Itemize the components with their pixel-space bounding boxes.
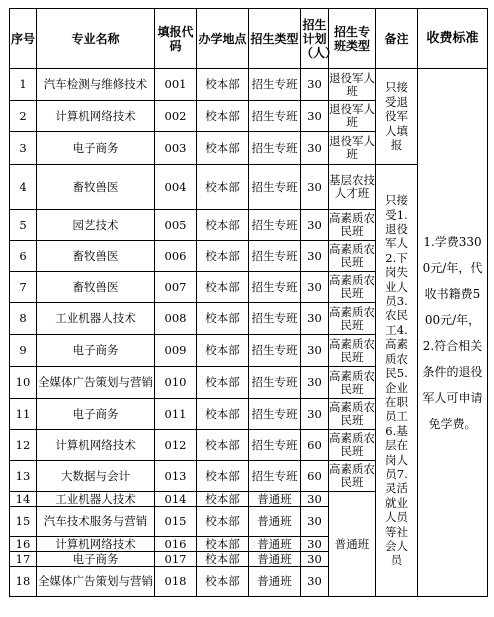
cell-plan: 30: [301, 399, 329, 430]
cell-code: 011: [155, 399, 197, 430]
cell-class-type: 退役军人班: [329, 101, 376, 132]
cell-location: 校本部: [197, 132, 249, 165]
cell-location: 校本部: [197, 507, 249, 537]
cell-class-type: 退役军人班: [329, 69, 376, 101]
cell-location: 校本部: [197, 567, 249, 597]
cell-class-type: 高素质农民班: [329, 272, 376, 303]
header-class-type: 招生专班类型: [329, 9, 376, 69]
cell-major: 畜牧兽医: [37, 165, 155, 210]
cell-location: 校本部: [197, 552, 249, 567]
cell-no: 9: [10, 335, 37, 367]
remark-veterans: 只接受退役军人填报: [376, 69, 418, 165]
cell-no: 17: [10, 552, 37, 567]
cell-no: 1: [10, 69, 37, 101]
cell-code: 015: [155, 507, 197, 537]
cell-major: 畜牧兽医: [37, 272, 155, 303]
cell-no: 6: [10, 241, 37, 272]
cell-plan: 30: [301, 367, 329, 399]
cell-plan: 30: [301, 303, 329, 335]
cell-type: 招生专班: [249, 101, 301, 132]
cell-class-type: 高素质农民班: [329, 367, 376, 399]
header-type: 招生类型: [249, 9, 301, 69]
cell-type: 普通班: [249, 567, 301, 597]
cell-code: 012: [155, 430, 197, 461]
cell-code: 001: [155, 69, 197, 101]
cell-plan: 30: [301, 492, 329, 507]
cell-major: 工业机器人技术: [37, 492, 155, 507]
header-no: 序号: [10, 9, 37, 69]
cell-no: 10: [10, 367, 37, 399]
cell-code: 004: [155, 165, 197, 210]
cell-type: 招生专班: [249, 210, 301, 241]
cell-no: 2: [10, 101, 37, 132]
table-row: [10, 165, 488, 210]
cell-no: 14: [10, 492, 37, 507]
cell-major: 汽车技术服务与营销: [37, 507, 155, 537]
cell-location: 校本部: [197, 461, 249, 492]
cell-major: 电子商务: [37, 552, 155, 567]
cell-no: 5: [10, 210, 37, 241]
cell-no: 8: [10, 303, 37, 335]
cell-no: 3: [10, 132, 37, 165]
cell-code: 008: [155, 303, 197, 335]
cell-code: 006: [155, 241, 197, 272]
cell-no: 7: [10, 272, 37, 303]
cell-no: 11: [10, 399, 37, 430]
header-major: 专业名称: [37, 9, 155, 69]
cell-class-type: 高素质农民班: [329, 399, 376, 430]
cell-major: 计算机网络技术: [37, 101, 155, 132]
cell-location: 校本部: [197, 537, 249, 552]
cell-location: 校本部: [197, 335, 249, 367]
cell-type: 普通班: [249, 552, 301, 567]
cell-type: 招生专班: [249, 430, 301, 461]
cell-major: 汽车检测与维修技术: [37, 69, 155, 101]
cell-code: 014: [155, 492, 197, 507]
cell-location: 校本部: [197, 272, 249, 303]
cell-major: 工业机器人技术: [37, 303, 155, 335]
cell-plan: 30: [301, 210, 329, 241]
cell-plan: 30: [301, 69, 329, 101]
cell-no: 12: [10, 430, 37, 461]
cell-major: 电子商务: [37, 132, 155, 165]
cell-type: 招生专班: [249, 303, 301, 335]
cell-location: 校本部: [197, 303, 249, 335]
cell-plan: 30: [301, 272, 329, 303]
enrollment-table: [9, 8, 488, 597]
cell-class-type: 高素质农民班: [329, 210, 376, 241]
cell-location: 校本部: [197, 430, 249, 461]
cell-type: 招生专班: [249, 461, 301, 492]
header-fee: 收费标准: [418, 9, 488, 69]
cell-class-type: 高素质农民班: [329, 335, 376, 367]
cell-code: 018: [155, 567, 197, 597]
remark-others: 只接受1.退役军人2.下岗失业人员3.农民工4.高素质农民5.企业在职员工6.基层在岗人员7.灵活就业人员等社会人员: [376, 165, 418, 597]
cell-type: 招生专班: [249, 399, 301, 430]
cell-code: 007: [155, 272, 197, 303]
cell-class-type: 高素质农民班: [329, 241, 376, 272]
cell-location: 校本部: [197, 69, 249, 101]
cell-class-type: 退役军人班: [329, 132, 376, 165]
cell-type: 招生专班: [249, 272, 301, 303]
cell-type: 招生专班: [249, 241, 301, 272]
cell-type: 招生专班: [249, 367, 301, 399]
cell-location: 校本部: [197, 210, 249, 241]
cell-code: 013: [155, 461, 197, 492]
cell-code: 005: [155, 210, 197, 241]
header-location: 办学地点: [197, 9, 249, 69]
cell-location: 校本部: [197, 367, 249, 399]
cell-no: 13: [10, 461, 37, 492]
cell-location: 校本部: [197, 101, 249, 132]
general-class-merged: 普通班: [329, 492, 376, 597]
cell-class-type: 高素质农民班: [329, 303, 376, 335]
cell-major: 大数据与会计: [37, 461, 155, 492]
cell-no: 16: [10, 537, 37, 552]
cell-location: 校本部: [197, 241, 249, 272]
cell-type: 招生专班: [249, 165, 301, 210]
cell-class-type: 高素质农民班: [329, 461, 376, 492]
cell-class-type: 基层农技人才班: [329, 165, 376, 210]
cell-code: 017: [155, 552, 197, 567]
cell-major: 畜牧兽医: [37, 241, 155, 272]
cell-class-type: 高素质农民班: [329, 430, 376, 461]
cell-plan: 30: [301, 507, 329, 537]
cell-major: 全媒体广告策划与营销: [37, 367, 155, 399]
enrollment-table-wrapper: [9, 8, 488, 597]
cell-plan: 60: [301, 430, 329, 461]
cell-type: 普通班: [249, 492, 301, 507]
cell-major: 全媒体广告策划与营销: [37, 567, 155, 597]
cell-plan: 30: [301, 552, 329, 567]
cell-type: 招生专班: [249, 335, 301, 367]
cell-location: 校本部: [197, 165, 249, 210]
cell-major: 计算机网络技术: [37, 430, 155, 461]
cell-code: 009: [155, 335, 197, 367]
header-remark: 备注: [376, 9, 418, 69]
cell-plan: 30: [301, 132, 329, 165]
cell-plan: 30: [301, 567, 329, 597]
cell-location: 校本部: [197, 399, 249, 430]
cell-plan: 60: [301, 461, 329, 492]
cell-plan: 30: [301, 335, 329, 367]
cell-plan: 30: [301, 537, 329, 552]
cell-type: 普通班: [249, 537, 301, 552]
header-plan: 招生计划（人）: [301, 9, 329, 69]
fee-standard: 1.学费3300元/年，代收书籍费500元/年，2.符合相关条件的退役军人可申请免学费。: [418, 69, 488, 597]
table-row: [10, 69, 488, 101]
cell-code: 002: [155, 101, 197, 132]
cell-major: 电子商务: [37, 399, 155, 430]
cell-type: 招生专班: [249, 69, 301, 101]
cell-type: 普通班: [249, 507, 301, 537]
cell-plan: 30: [301, 165, 329, 210]
header-row: [10, 9, 488, 69]
cell-no: 4: [10, 165, 37, 210]
cell-no: 15: [10, 507, 37, 537]
cell-major: 电子商务: [37, 335, 155, 367]
cell-no: 18: [10, 567, 37, 597]
cell-major: 计算机网络技术: [37, 537, 155, 552]
cell-plan: 30: [301, 241, 329, 272]
cell-type: 招生专班: [249, 132, 301, 165]
cell-code: 010: [155, 367, 197, 399]
cell-plan: 30: [301, 101, 329, 132]
cell-location: 校本部: [197, 492, 249, 507]
cell-code: 003: [155, 132, 197, 165]
header-code: 填报代码: [155, 9, 197, 69]
cell-code: 016: [155, 537, 197, 552]
cell-major: 园艺技术: [37, 210, 155, 241]
